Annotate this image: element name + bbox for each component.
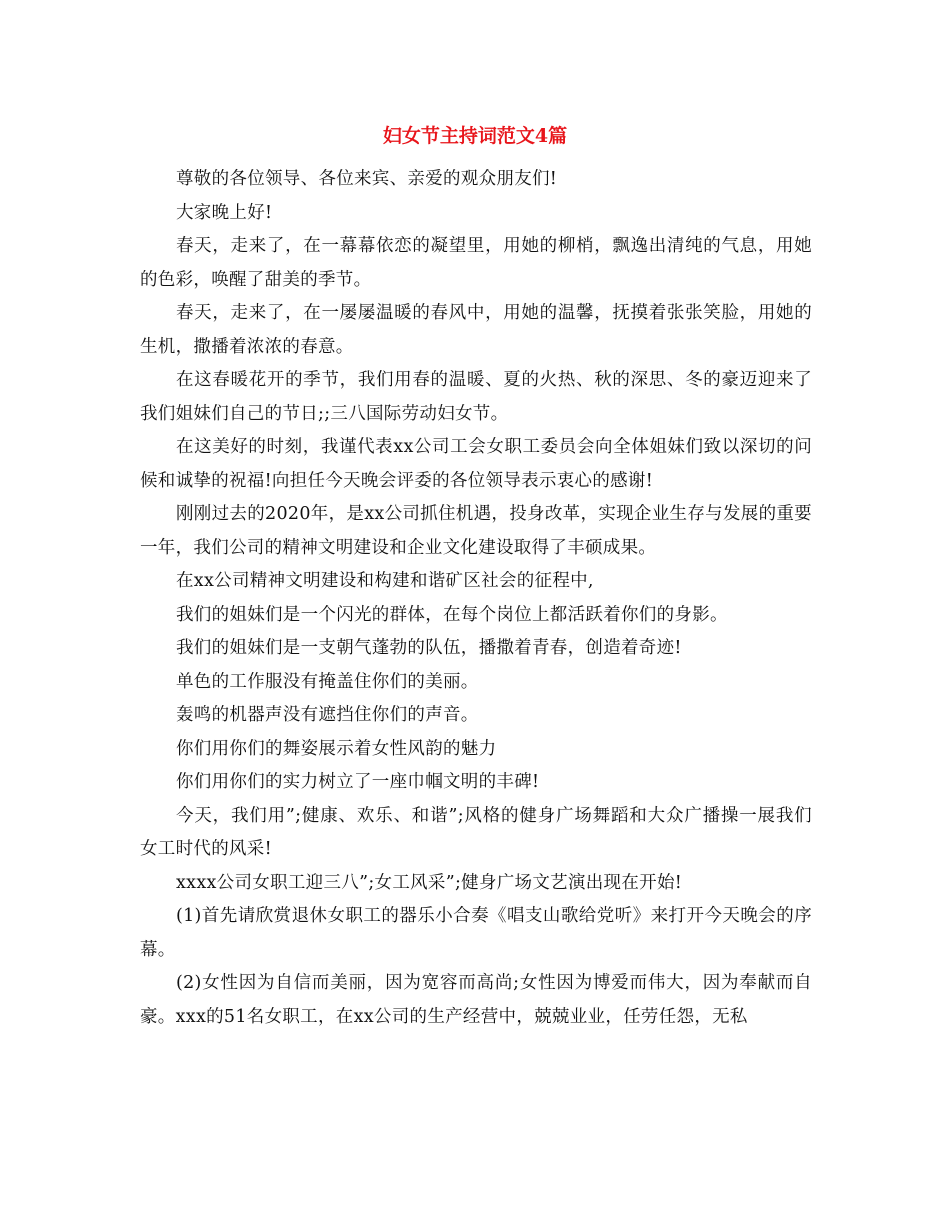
paragraph: 在这春暖花开的季节，我们用春的温暖、夏的火热、秋的深思、冬的豪迈迎来了我们姐妹们自己的节日;;三八国际劳动妇女节。 (140, 370, 812, 424)
paragraph: 尊敬的各位领导、各位来宾、亲爱的观众朋友们! (176, 169, 558, 189)
paragraph: 我们的姐妹们是一支朝气蓬勃的队伍，播撒着青春，创造着奇迹! (176, 638, 682, 658)
paragraph: (2)女性因为自信而美丽，因为宽容而高尚;女性因为博爱而伟大，因为奉献而自豪。xxx的51名女职工，在xx公司的生产经营中，兢兢业业，任劳任怨，无私 (140, 973, 812, 1027)
paragraph: 轰鸣的机器声没有遮挡住你们的声音。 (176, 705, 479, 725)
paragraph: 我们的姐妹们是一个闪光的群体，在每个岗位上都活跃着你们的身影。 (176, 604, 728, 625)
paragraph: 刚刚过去的2020年，是xx公司抓住机遇，投身改革，实现企业生存与发展的重要一年，我们公司的精神文明建设和企业文化建设取得了丰硕成果。 (140, 504, 812, 558)
paragraph: 你们用你们的实力树立了一座巾帼文明的丰碑! (176, 772, 540, 792)
paragraph: 今天，我们用”;健康、欢乐、和谐”;风格的健身广场舞蹈和大众广播操一展我们女工时代的风采! (140, 805, 812, 859)
paragraph: 在xx公司精神文明建设和构建和谐矿区社会的征程中, (176, 571, 594, 591)
paragraph: (1)首先请欣赏退休女职工的器乐小合奏《唱支山歌给党听》来打开今天晚会的序幕。 (140, 906, 812, 960)
paragraph: 春天，走来了，在一幕幕依恋的凝望里，用她的柳梢，飘逸出清纯的气息，用她的色彩，唤醒了甜美的季节。 (140, 236, 812, 290)
paragraph: 单色的工作服没有掩盖住你们的美丽。 (176, 671, 479, 692)
document-title: 妇女节主持词范文4篇 (382, 125, 568, 147)
paragraph: xxxx公司女职工迎三八”;女工风采”;健身广场文艺演出现在开始! (176, 872, 683, 893)
paragraph: 你们用你们的舞姿展示着女性风韵的魅力 (176, 738, 497, 759)
paragraph: 在这美好的时刻，我谨代表xx公司工会女职工委员会向全体姐妹们致以深切的问候和诚挚的祝福!向担任今天晚会评委的各位领导表示衷心的感谢! (140, 437, 812, 491)
paragraph: 大家晚上好! (176, 202, 273, 223)
document-body (140, 163, 812, 1034)
paragraph: 春天，走来了，在一屡屡温暖的春风中，用她的温馨，抚摸着张张笑脸，用她的生机，撒播着浓浓的春意。 (140, 303, 812, 357)
